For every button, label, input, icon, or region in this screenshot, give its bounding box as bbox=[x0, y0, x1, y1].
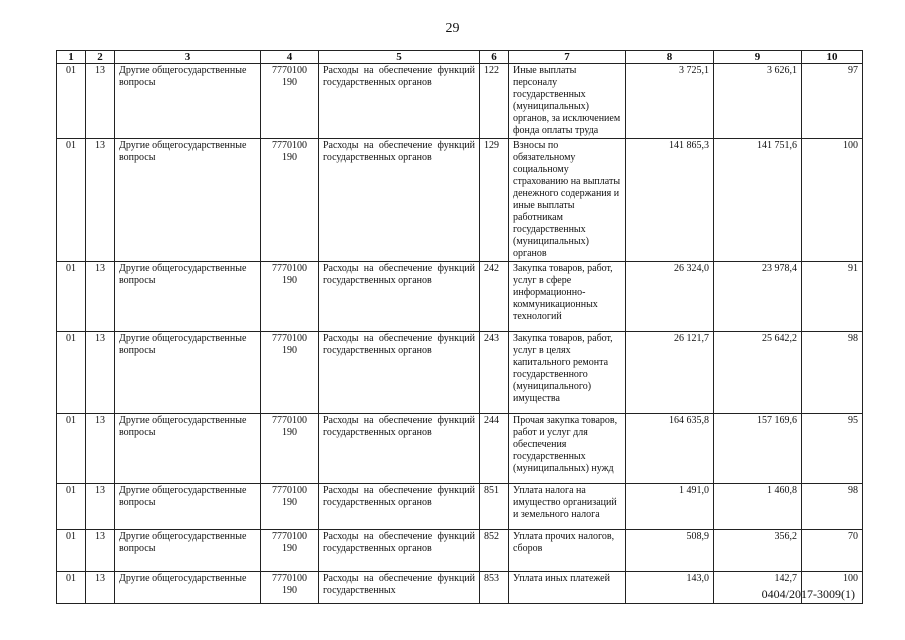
planned-amount: 26 121,7 bbox=[626, 332, 714, 414]
planned-amount: 141 865,3 bbox=[626, 139, 714, 262]
table-row bbox=[57, 332, 863, 414]
column-header: 8 bbox=[626, 51, 714, 64]
subsection-code: 13 bbox=[86, 262, 115, 332]
header-row bbox=[57, 51, 863, 64]
subsection-name: Другие общегосударственные вопросы bbox=[115, 262, 261, 332]
section-code: 01 bbox=[57, 484, 86, 530]
column-header: 2 bbox=[86, 51, 115, 64]
execution-percent: 91 bbox=[802, 262, 863, 332]
document-code: 0404/2017-3009(1) bbox=[761, 587, 855, 601]
table-row bbox=[57, 572, 863, 604]
expense-type-code: 851 bbox=[480, 484, 509, 530]
table-row bbox=[57, 262, 863, 332]
target-article-code: 7770100 190 bbox=[261, 484, 319, 530]
column-header: 1 bbox=[57, 51, 86, 64]
section-code: 01 bbox=[57, 572, 86, 604]
expense-type-name: Иные выплаты персоналу государственных (муниципальных) органов, за исключением фонда оплаты труда bbox=[509, 64, 626, 139]
target-article-name: Расходы на обеспечение функций государственных bbox=[319, 572, 480, 604]
subsection-name: Другие общегосударственные вопросы bbox=[115, 64, 261, 139]
target-article-name: Расходы на обеспечение функций государственных органов bbox=[319, 262, 480, 332]
expense-type-code: 242 bbox=[480, 262, 509, 332]
expense-type-name: Закупка товаров, работ, услуг в сфере информационно-коммуникационных технологий bbox=[509, 262, 626, 332]
expense-type-code: 852 bbox=[480, 530, 509, 572]
planned-amount: 3 725,1 bbox=[626, 64, 714, 139]
subsection-name: Другие общегосударственные вопросы bbox=[115, 332, 261, 414]
section-code: 01 bbox=[57, 530, 86, 572]
subsection-code: 13 bbox=[86, 64, 115, 139]
table-row bbox=[57, 414, 863, 484]
column-header: 5 bbox=[319, 51, 480, 64]
subsection-code: 13 bbox=[86, 530, 115, 572]
execution-percent: 100 bbox=[802, 139, 863, 262]
execution-percent: 98 bbox=[802, 332, 863, 414]
expense-type-name: Закупка товаров, работ, услуг в целях капитального ремонта государственного (муниципального) имущества bbox=[509, 332, 626, 414]
target-article-name: Расходы на обеспечение функций государственных органов bbox=[319, 64, 480, 139]
expense-type-code: 129 bbox=[480, 139, 509, 262]
subsection-name: Другие общегосударственные вопросы bbox=[115, 139, 261, 262]
column-header: 3 bbox=[115, 51, 261, 64]
expense-type-name: Уплата иных платежей bbox=[509, 572, 626, 604]
planned-amount: 508,9 bbox=[626, 530, 714, 572]
subsection-code: 13 bbox=[86, 332, 115, 414]
page-number: 29 bbox=[445, 21, 460, 36]
expense-type-name: Взносы по обязательному социальному страхованию на выплаты денежного содержания и иные выплаты работникам государственных (муниципальных) органов bbox=[509, 139, 626, 262]
section-code: 01 bbox=[57, 64, 86, 139]
target-article-code: 7770100 190 bbox=[261, 530, 319, 572]
subsection-code: 13 bbox=[86, 572, 115, 604]
execution-percent: 100 bbox=[802, 572, 863, 604]
column-header: 4 bbox=[261, 51, 319, 64]
subsection-name: Другие общегосударственные bbox=[115, 572, 261, 604]
target-article-code: 7770100 190 bbox=[261, 332, 319, 414]
planned-amount: 164 635,8 bbox=[626, 414, 714, 484]
expense-type-code: 244 bbox=[480, 414, 509, 484]
execution-percent: 70 bbox=[802, 530, 863, 572]
expense-type-name: Уплата прочих налогов, сборов bbox=[509, 530, 626, 572]
table-row bbox=[57, 484, 863, 530]
subsection-code: 13 bbox=[86, 139, 115, 262]
subsection-name: Другие общегосударственные вопросы bbox=[115, 484, 261, 530]
column-header: 10 bbox=[802, 51, 863, 64]
section-code: 01 bbox=[57, 262, 86, 332]
target-article-name: Расходы на обеспечение функций государственных органов bbox=[319, 484, 480, 530]
target-article-code: 7770100 190 bbox=[261, 572, 319, 604]
actual-amount: 141 751,6 bbox=[714, 139, 802, 262]
actual-amount: 142,7 bbox=[714, 572, 802, 604]
target-article-code: 7770100 190 bbox=[261, 414, 319, 484]
expense-type-code: 243 bbox=[480, 332, 509, 414]
column-header: 6 bbox=[480, 51, 509, 64]
table-row bbox=[57, 139, 863, 262]
expense-type-code: 853 bbox=[480, 572, 509, 604]
planned-amount: 1 491,0 bbox=[626, 484, 714, 530]
target-article-name: Расходы на обеспечение функций государственных органов bbox=[319, 332, 480, 414]
actual-amount: 25 642,2 bbox=[714, 332, 802, 414]
target-article-name: Расходы на обеспечение функций государственных органов bbox=[319, 414, 480, 484]
table-row bbox=[57, 530, 863, 572]
section-code: 01 bbox=[57, 332, 86, 414]
target-article-name: Расходы на обеспечение функций государственных органов bbox=[319, 139, 480, 262]
target-article-code: 7770100 190 bbox=[261, 262, 319, 332]
actual-amount: 157 169,6 bbox=[714, 414, 802, 484]
column-header: 7 bbox=[509, 51, 626, 64]
subsection-name: Другие общегосударственные вопросы bbox=[115, 414, 261, 484]
planned-amount: 26 324,0 bbox=[626, 262, 714, 332]
subsection-name: Другие общегосударственные вопросы bbox=[115, 530, 261, 572]
execution-percent: 95 bbox=[802, 414, 863, 484]
subsection-code: 13 bbox=[86, 414, 115, 484]
section-code: 01 bbox=[57, 414, 86, 484]
target-article-code: 7770100 190 bbox=[261, 64, 319, 139]
expense-type-name: Уплата налога на имущество организаций и земельного налога bbox=[509, 484, 626, 530]
budget-table bbox=[56, 50, 863, 604]
subsection-code: 13 bbox=[86, 484, 115, 530]
expense-type-name: Прочая закупка товаров, работ и услуг для обеспечения государственных (муниципальных) нужд bbox=[509, 414, 626, 484]
section-code: 01 bbox=[57, 139, 86, 262]
actual-amount: 23 978,4 bbox=[714, 262, 802, 332]
column-header: 9 bbox=[714, 51, 802, 64]
target-article-code: 7770100 190 bbox=[261, 139, 319, 262]
execution-percent: 98 bbox=[802, 484, 863, 530]
actual-amount: 3 626,1 bbox=[714, 64, 802, 139]
table-row bbox=[57, 64, 863, 139]
expense-type-code: 122 bbox=[480, 64, 509, 139]
actual-amount: 356,2 bbox=[714, 530, 802, 572]
planned-amount: 143,0 bbox=[626, 572, 714, 604]
target-article-name: Расходы на обеспечение функций государственных органов bbox=[319, 530, 480, 572]
execution-percent: 97 bbox=[802, 64, 863, 139]
actual-amount: 1 460,8 bbox=[714, 484, 802, 530]
